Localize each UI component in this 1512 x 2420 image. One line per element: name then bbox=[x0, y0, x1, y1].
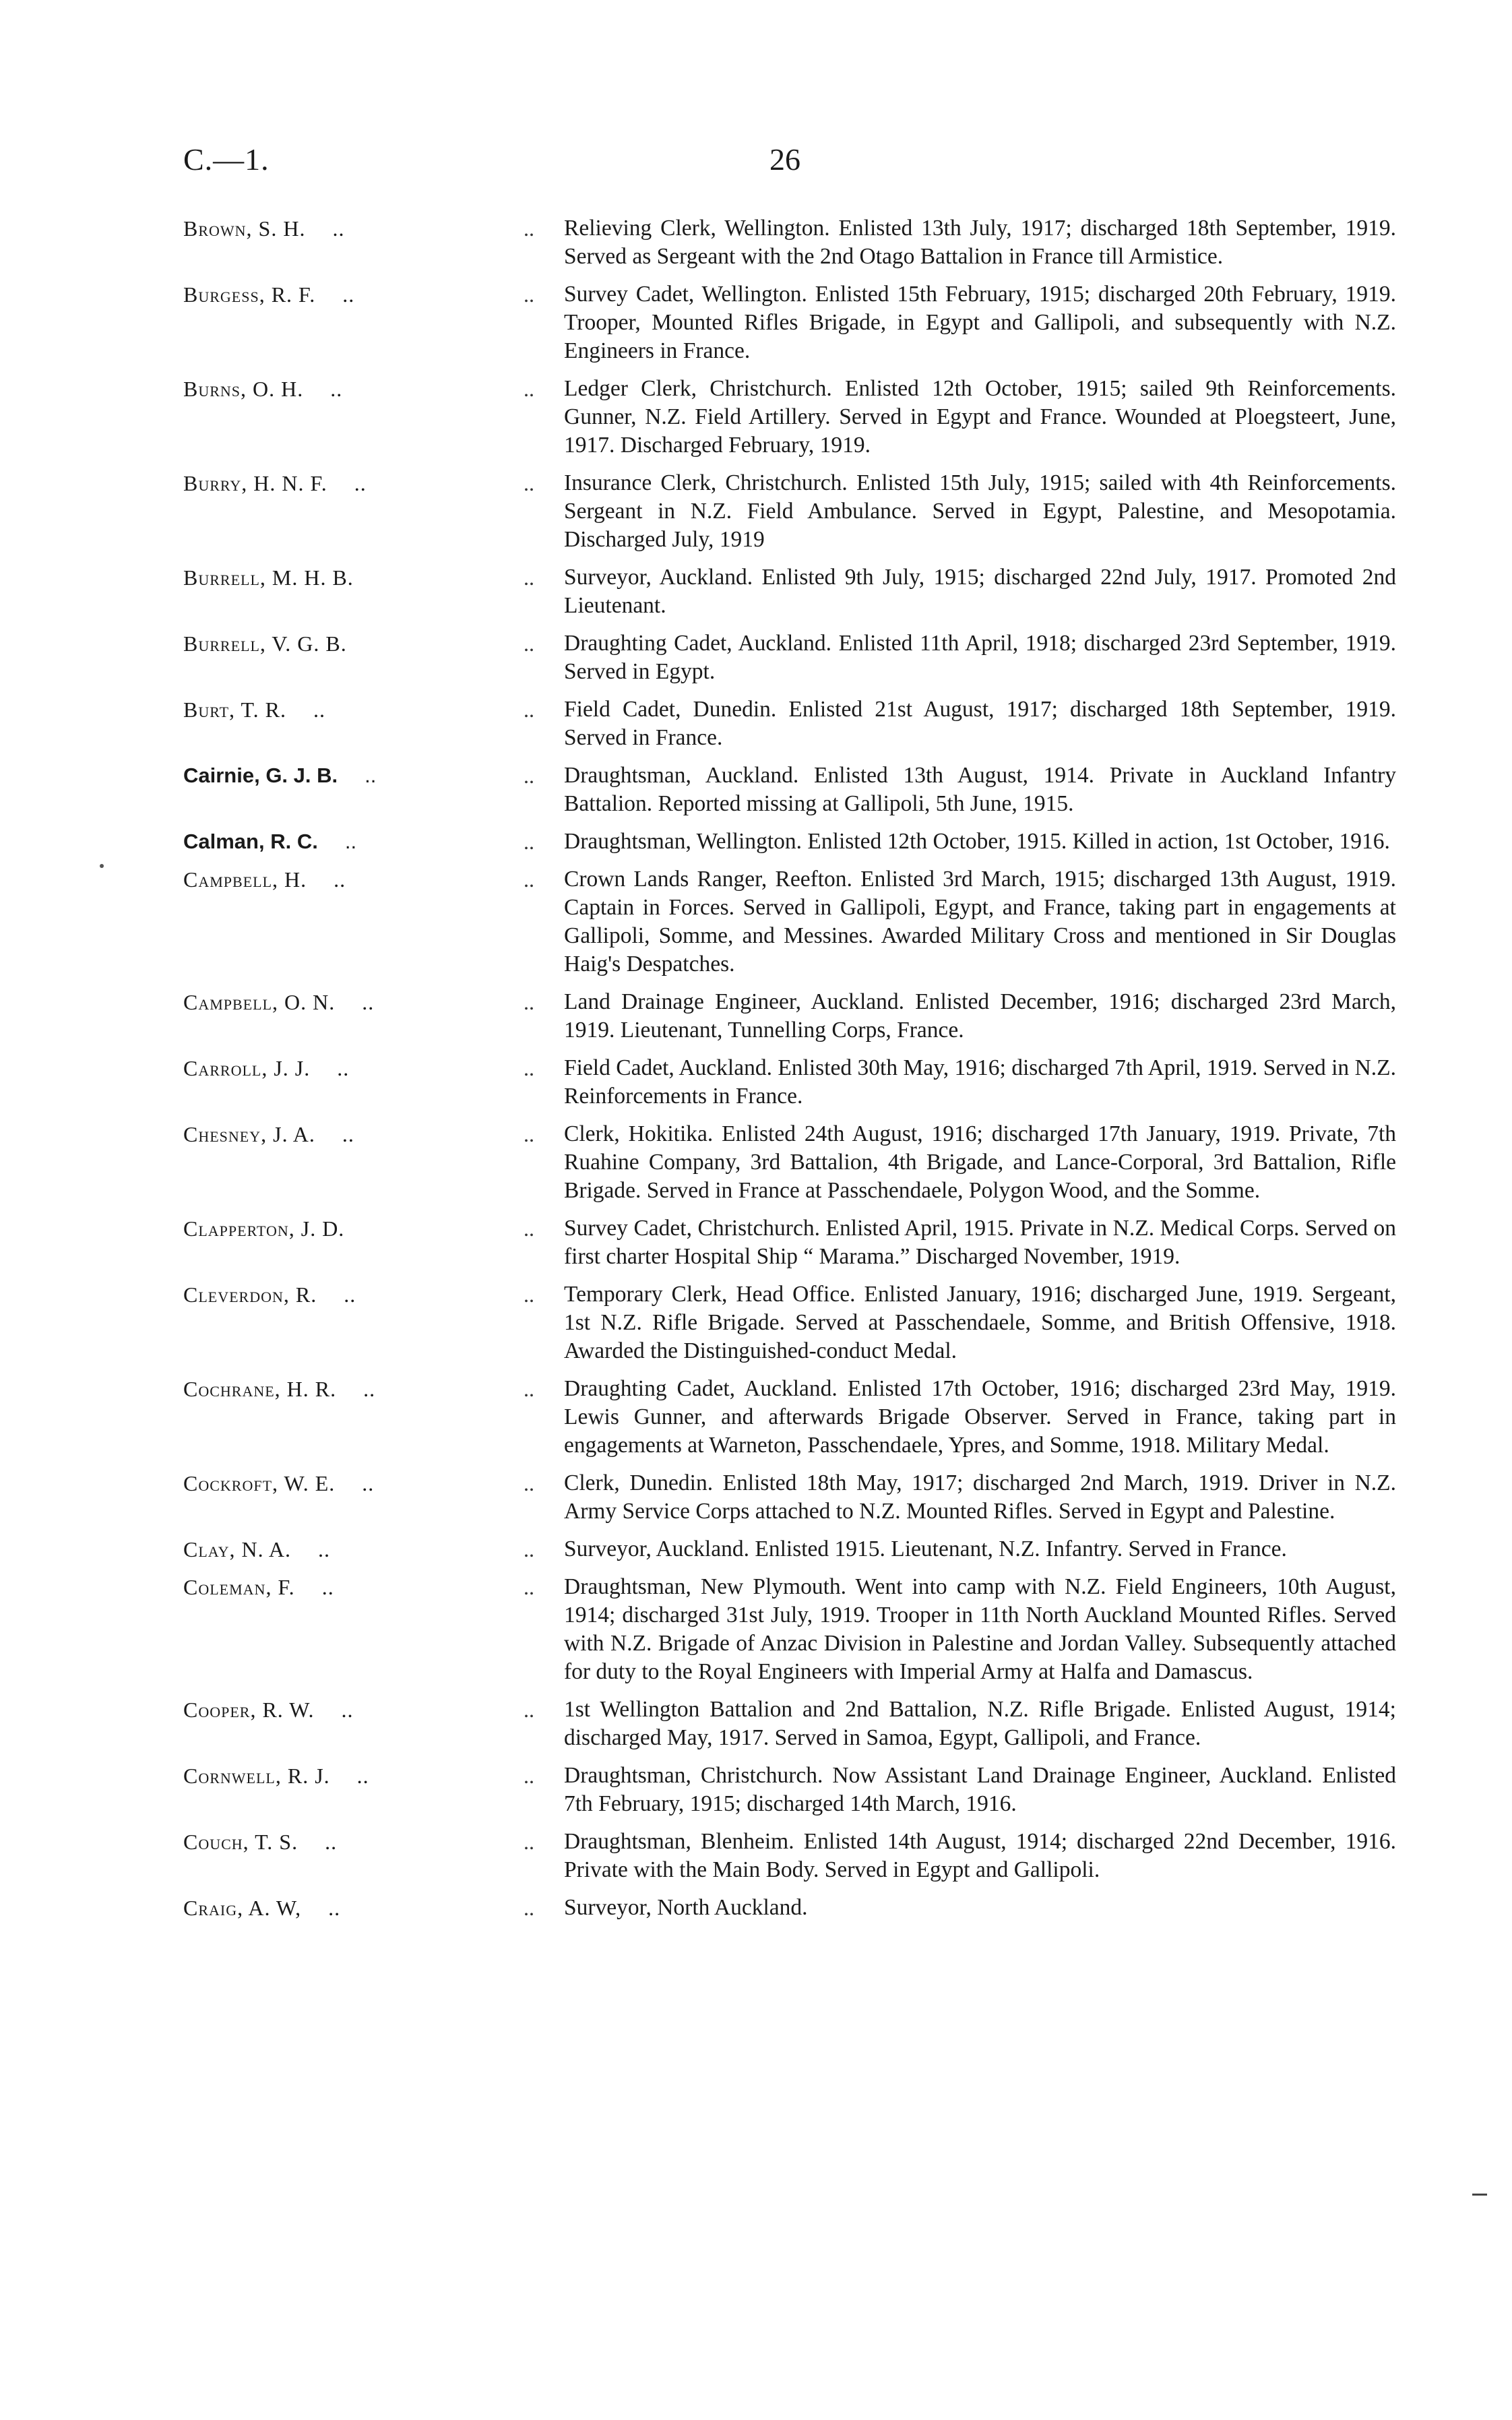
dot-leader: .. bbox=[524, 867, 534, 892]
list-item bbox=[183, 1535, 1396, 1563]
service-record: Survey Cadet, Christchurch. Enlisted April, 1915. Private in N.Z. Medical Corps. Served on first charter Hospital Ship “ Marama.” Discharged November, 1919. bbox=[564, 1216, 1396, 1269]
person-name: Cockroft, W. E. .. bbox=[183, 1471, 375, 1495]
document-reference: C.—1. bbox=[183, 142, 270, 177]
dot-leader: .. bbox=[524, 631, 534, 656]
name-leader: .. bbox=[365, 764, 377, 787]
service-record: Draughting Cadet, Auckland. Enlisted 17th October, 1916; discharged 23rd May, 1919. Lewis Gunner, and afterwards Brigade Observer. Served in France, taking part in engagements at Warneton, Passchendaele, Ypres, and Somme, 1918. Military Medal. bbox=[564, 1376, 1396, 1458]
name-leader: .. bbox=[332, 216, 345, 241]
service-record: Field Cadet, Auckland. Enlisted 30th May, 1916; discharged 7th April, 1919. Served in N.Z. Reinforcements in France. bbox=[564, 1055, 1396, 1109]
dot-leader: .. bbox=[524, 216, 534, 241]
name-leader: .. bbox=[337, 1056, 350, 1080]
roll-of-honour-list bbox=[183, 214, 1396, 1931]
name-leader: .. bbox=[341, 1698, 354, 1722]
service-record: Crown Lands Ranger, Reefton. Enlisted 3rd March, 1915; discharged 13th August, 1919. Captain in Forces. Served in Gallipoli, Egypt, and France, taking part in engagements at Gallipoli, Somme, and Messines. Awarded Military Cross and mentioned in Sir Douglas Haig's Despatches. bbox=[564, 867, 1396, 976]
person-name: Cleverdon, R. .. bbox=[183, 1282, 356, 1307]
dot-leader: .. bbox=[524, 1575, 534, 1599]
margin-dot bbox=[100, 864, 104, 868]
person-name: Craig, A. W, .. bbox=[183, 1896, 341, 1920]
list-item bbox=[183, 988, 1396, 1045]
service-record: Surveyor, North Auckland. bbox=[564, 1895, 808, 1920]
list-item bbox=[183, 1054, 1396, 1111]
service-record: Draughtsman, Wellington. Enlisted 12th October, 1915. Killed in action, 1st October, 1916. bbox=[564, 829, 1390, 854]
person-name: Cochrane, H. R. .. bbox=[183, 1377, 376, 1401]
service-record: Draughtsman, Auckland. Enlisted 13th August, 1914. Private in Auckland Infantry Battalion. Reported missing at Gallipoli, 5th June, 1915. bbox=[564, 763, 1396, 816]
name-leader: .. bbox=[325, 1830, 338, 1854]
dot-leader: .. bbox=[524, 1282, 534, 1307]
dot-leader: .. bbox=[524, 377, 534, 401]
dot-leader: .. bbox=[524, 282, 534, 307]
service-record: Clerk, Dunedin. Enlisted 18th May, 1917; discharged 2nd March, 1919. Driver in N.Z. Army Service Corps attached to N.Z. Mounted Rifles. Served in Egypt and Palestine. bbox=[564, 1470, 1396, 1524]
dot-leader: .. bbox=[524, 1056, 534, 1080]
list-item bbox=[183, 762, 1396, 818]
person-name: Coleman, F. .. bbox=[183, 1575, 334, 1599]
name-leader: .. bbox=[330, 377, 343, 401]
person-name: Burry, H. N. F. .. bbox=[183, 471, 367, 495]
dot-leader: .. bbox=[524, 1122, 534, 1146]
list-item bbox=[183, 1828, 1396, 1884]
list-item bbox=[183, 865, 1396, 979]
service-record: Surveyor, Auckland. Enlisted 1915. Lieutenant, N.Z. Infantry. Served in France. bbox=[564, 1537, 1287, 1561]
service-record: Relieving Clerk, Wellington. Enlisted 13th July, 1917; discharged 18th September, 1919. Served as Sergeant with the 2nd Otago Battalion in France till Armistice. bbox=[564, 216, 1396, 269]
dot-leader: .. bbox=[524, 1216, 534, 1241]
person-name: Carroll, J. J. .. bbox=[183, 1056, 350, 1080]
list-item bbox=[183, 1120, 1396, 1205]
dot-leader: .. bbox=[524, 565, 534, 590]
dot-leader: .. bbox=[524, 764, 534, 788]
person-name: Clapperton, J. D. bbox=[183, 1216, 345, 1241]
person-name: Campbell, O. N. .. bbox=[183, 990, 375, 1014]
service-record: Draughtsman, Christchurch. Now Assistant Land Drainage Engineer, Auckland. Enlisted 7th February, 1915; discharged 14th March, 1916. bbox=[564, 1763, 1396, 1816]
person-name: Burns, O. H. .. bbox=[183, 377, 343, 401]
person-name: Cooper, R. W. .. bbox=[183, 1698, 354, 1722]
name-leader: .. bbox=[334, 867, 346, 892]
person-name: Campbell, H. .. bbox=[183, 867, 346, 892]
service-record: Ledger Clerk, Christchurch. Enlisted 12th October, 1915; sailed 9th Reinforcements. Gunner, N.Z. Field Artillery. Served in Egypt and France. Wounded at Ploegsteert, June, 1917. Discharged February, 1919. bbox=[564, 376, 1396, 458]
dot-leader: .. bbox=[524, 830, 534, 854]
person-name: Clay, N. A. .. bbox=[183, 1537, 330, 1561]
list-item bbox=[183, 375, 1396, 460]
list-item bbox=[183, 563, 1396, 620]
page-header bbox=[183, 142, 1389, 189]
service-record: Temporary Clerk, Head Office. Enlisted January, 1916; discharged June, 1919. Sergeant, 1st N.Z. Rifle Brigade. Served at Passchendaele, Somme, and British Offensive, 1918. Awarded the Distinguished-conduct Medal. bbox=[564, 1282, 1396, 1363]
name-leader: .. bbox=[318, 1537, 330, 1561]
service-record: Draughtsman, Blenheim. Enlisted 14th August, 1914; discharged 22nd December, 1916. Private with the Main Body. Served in Egypt and Gallipoli. bbox=[564, 1829, 1396, 1882]
list-item bbox=[183, 214, 1396, 271]
name-leader: .. bbox=[344, 1282, 356, 1307]
list-item bbox=[183, 1214, 1396, 1271]
service-record: Insurance Clerk, Christchurch. Enlisted 15th July, 1915; sailed with 4th Reinforcements. Sergeant in N.Z. Field Ambulance. Served in Egypt, Palestine, and Mesopotamia. Discharged July, 1919 bbox=[564, 470, 1396, 552]
page-number: 26 bbox=[769, 142, 800, 177]
list-item bbox=[183, 1696, 1396, 1752]
person-name: Brown, S. H. .. bbox=[183, 216, 345, 241]
service-record: Field Cadet, Dunedin. Enlisted 21st August, 1917; discharged 18th September, 1919. Served in France. bbox=[564, 697, 1396, 750]
list-item bbox=[183, 1573, 1396, 1686]
service-record: Land Drainage Engineer, Auckland. Enlisted December, 1916; discharged 23rd March, 1919. Lieutenant, Tunnelling Corps, France. bbox=[564, 989, 1396, 1043]
service-record: Clerk, Hokitika. Enlisted 24th August, 1916; discharged 17th January, 1919. Private, 7th Ruahine Company, 3rd Battalion, 4th Brigade, and Lance-Corporal, 3rd Battalion, Rifle Brigade. Served in France at Passchendaele, Polygon Wood, and the Somme. bbox=[564, 1121, 1396, 1203]
name-leader: .. bbox=[342, 1122, 354, 1146]
list-item bbox=[183, 695, 1396, 752]
list-item bbox=[183, 1280, 1396, 1365]
dot-leader: .. bbox=[524, 1377, 534, 1401]
service-record: Draughtsman, New Plymouth. Went into camp with N.Z. Field Engineers, 10th August, 1914; discharged 31st July, 1919. Trooper in 11th North Auckland Mounted Rifles. Served with N.Z. Brigade of Anzac Division in Palestine and Jordan Valley. Subsequently attached for duty to the Royal Engineers with Imperial Army at Halfa and Damascus. bbox=[564, 1574, 1396, 1684]
list-item bbox=[183, 629, 1396, 686]
list-item bbox=[183, 1894, 1396, 1922]
person-name: Burt, T. R. .. bbox=[183, 697, 325, 722]
person-name: Burrell, V. G. B. bbox=[183, 631, 347, 656]
person-name: Cairnie, G. J. B. .. bbox=[183, 764, 377, 787]
list-item bbox=[183, 280, 1396, 365]
person-name: Burgess, R. F. .. bbox=[183, 282, 355, 307]
dot-leader: .. bbox=[524, 1471, 534, 1495]
dot-leader: .. bbox=[524, 1537, 534, 1561]
name-leader: .. bbox=[354, 471, 367, 495]
list-item bbox=[183, 1375, 1396, 1460]
dot-leader: .. bbox=[524, 697, 534, 722]
name-leader: .. bbox=[313, 697, 325, 722]
person-name: Chesney, J. A. .. bbox=[183, 1122, 354, 1146]
dot-leader: .. bbox=[524, 1698, 534, 1722]
person-name: Burrell, M. H. B. bbox=[183, 565, 354, 590]
service-record: 1st Wellington Battalion and 2nd Battalion, N.Z. Rifle Brigade. Enlisted August, 1914; discharged May, 1917. Served in Samoa, Egypt, Gallipoli, and France. bbox=[564, 1697, 1396, 1750]
person-name: Cornwell, R. J. .. bbox=[183, 1764, 369, 1788]
name-leader: .. bbox=[356, 1764, 369, 1788]
list-item bbox=[183, 828, 1396, 856]
name-leader: .. bbox=[362, 1471, 375, 1495]
service-record: Survey Cadet, Wellington. Enlisted 15th February, 1915; discharged 20th February, 1919. Trooper, Mounted Rifles Brigade, in Egypt and Gallipoli, and subsequently with N.Z. Engineers in France. bbox=[564, 282, 1396, 363]
name-leader: .. bbox=[363, 1377, 376, 1401]
list-item bbox=[183, 1762, 1396, 1818]
list-item bbox=[183, 469, 1396, 554]
service-record: Draughting Cadet, Auckland. Enlisted 11th April, 1918; discharged 23rd September, 1919. Served in Egypt. bbox=[564, 631, 1396, 684]
name-leader: .. bbox=[362, 990, 375, 1014]
name-leader: .. bbox=[342, 282, 355, 307]
name-leader: .. bbox=[344, 830, 357, 853]
list-item bbox=[183, 1469, 1396, 1526]
service-record: Surveyor, Auckland. Enlisted 9th July, 1915; discharged 22nd July, 1917. Promoted 2nd Lieutenant. bbox=[564, 565, 1396, 618]
dot-leader: .. bbox=[524, 471, 534, 495]
person-name: Calman, R. C. .. bbox=[183, 830, 357, 853]
dot-leader: .. bbox=[524, 1830, 534, 1854]
person-name: Couch, T. S. .. bbox=[183, 1830, 338, 1854]
dot-leader: .. bbox=[524, 1764, 534, 1788]
dot-leader: .. bbox=[524, 990, 534, 1014]
margin-tick bbox=[1472, 2194, 1487, 2196]
name-leader: .. bbox=[321, 1575, 334, 1599]
name-leader: .. bbox=[328, 1896, 341, 1920]
dot-leader: .. bbox=[524, 1896, 534, 1920]
